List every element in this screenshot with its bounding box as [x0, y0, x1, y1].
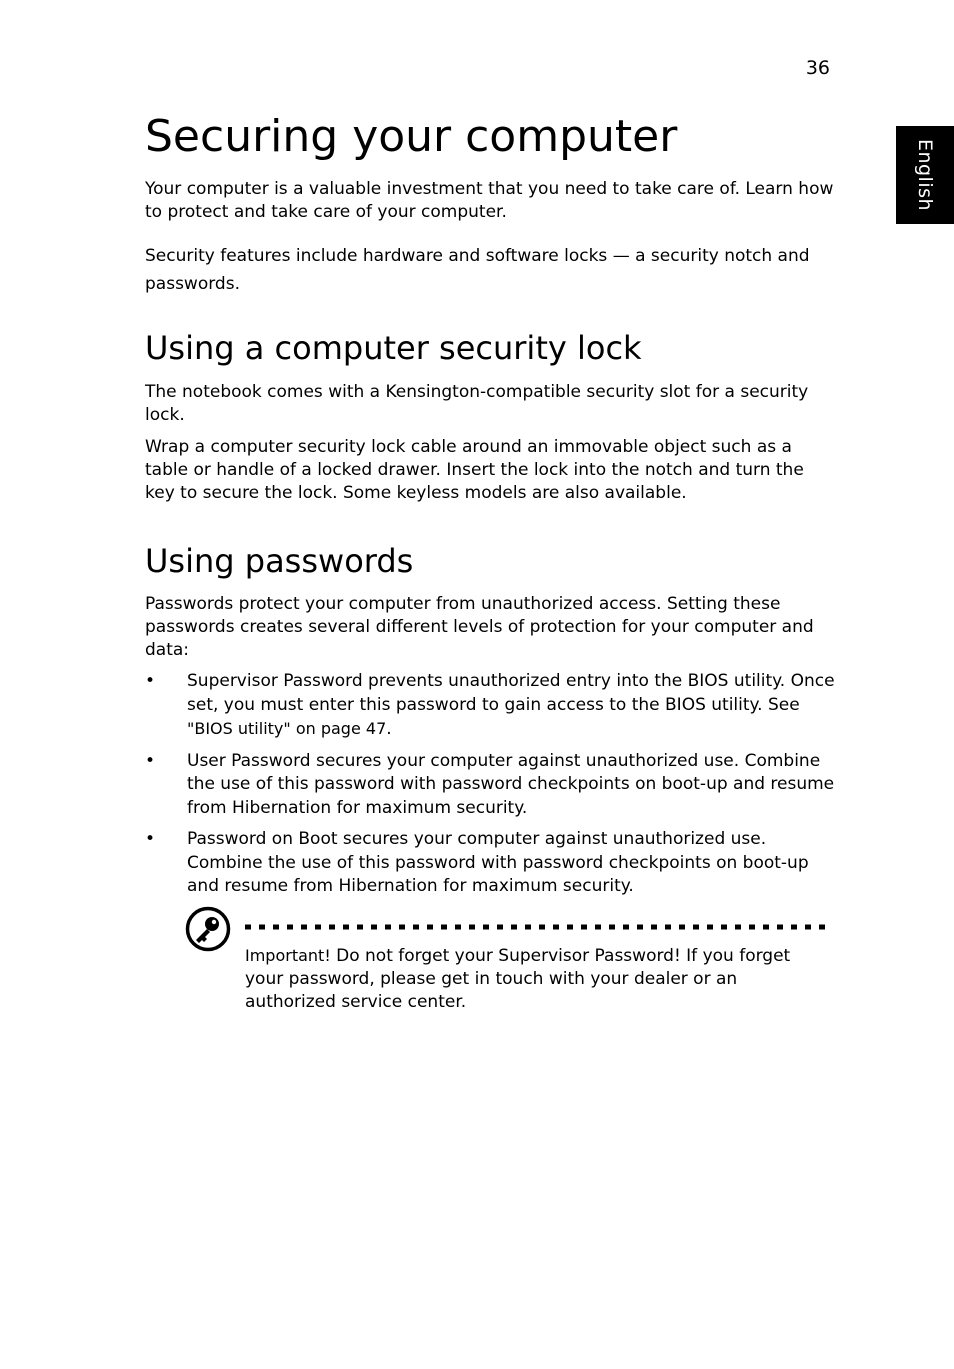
lock-heading: Using a computer security lock [145, 329, 642, 367]
note-dotted-rule [243, 924, 827, 930]
language-tab [896, 126, 954, 224]
list-item-text: Password on Boot secures your computer against unauthorized use. Combine the use of this password with password checkpoints on boot-up and resume from Hibernation for maximum security. [187, 829, 809, 896]
passwords-intro: Passwords protect your computer from unauthorized access. Setting these passwords creates several different levels of protection for your computer and data: [145, 594, 814, 660]
bullet-icon: • [145, 671, 156, 691]
list-item [145, 828, 835, 899]
bullet-icon: • [145, 829, 156, 849]
list-item [145, 670, 835, 742]
page-title: Securing your computer [145, 111, 678, 162]
list-item-text: User Password secures your computer against unauthorized use. Combine the use of this password with password checkpoints on boot-up and resume from Hibernation for maximum security. [187, 750, 835, 818]
note-label: Important! [245, 946, 331, 965]
note-text [245, 944, 830, 1014]
password-types-list [145, 670, 835, 907]
intro-paragraph-1: Your computer is a valuable investment that you need to take care of. Learn how to protect and take care of your computer. [145, 179, 834, 222]
passwords-heading: Using passwords [145, 542, 414, 580]
key-icon [185, 906, 231, 952]
language-tab-label: English [914, 138, 936, 212]
list-item-text: Supervisor Password prevents unauthorized entry into the BIOS utility. Once set, you must enter this password to gain access to the BIOS utility. See [187, 671, 835, 715]
lock-paragraph-2: Wrap a computer security lock cable around an immovable object such as a table or handle of a locked drawer. Insert the lock into the notch and turn the key to secure the lock. Some keyless models are also available. [145, 437, 804, 503]
important-note [185, 906, 830, 1026]
list-item-text-end: . [386, 719, 392, 739]
bullet-icon: • [145, 750, 156, 771]
note-body: Do not forget your Supervisor Password! If you forget your password, please get in touch with your dealer or an authorized service center. [245, 946, 791, 1012]
list-item [145, 750, 835, 821]
bios-utility-link[interactable]: "BIOS utility" on page 47 [187, 719, 387, 738]
intro-paragraph-2: Security features include hardware and software locks — a security notch and passwords. [145, 246, 810, 294]
lock-paragraph-1: The notebook comes with a Kensington-compatible security slot for a security lock. [145, 382, 809, 425]
page-number: 36 [805, 57, 830, 79]
